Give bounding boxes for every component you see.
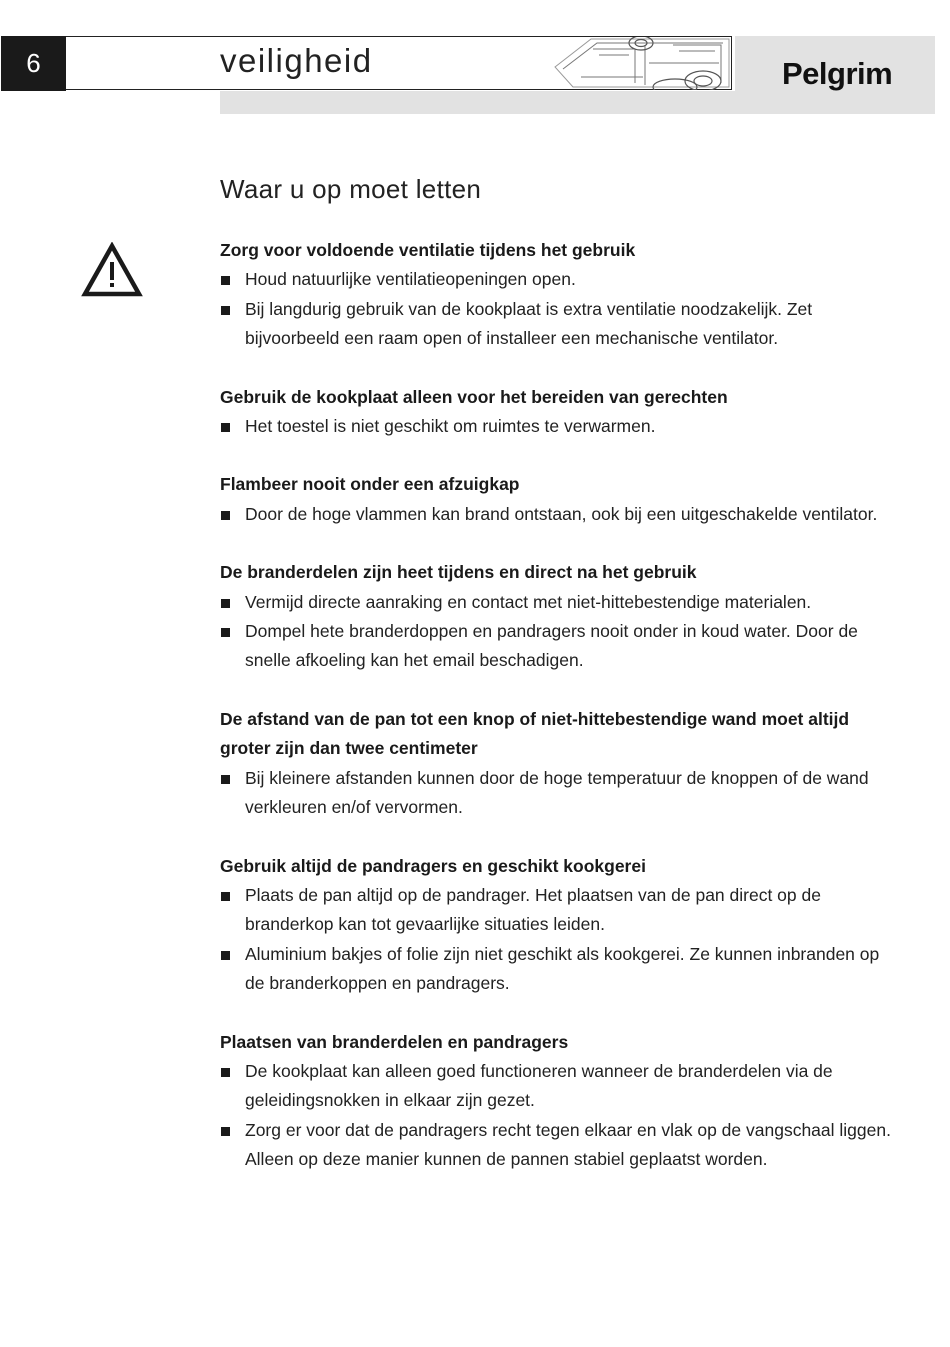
section-title-hot-parts: De branderdelen zijn heet tijdens en direct na het gebruik [220,562,697,583]
section-flambe [220,470,900,529]
section-pan-supports [220,852,900,999]
bullet-list [220,1057,900,1175]
section-placing-parts [220,1028,900,1175]
page-heading: Waar u op moet letten [220,174,482,204]
bullet-list [220,500,900,529]
list-item: Het toestel is niet geschikt om ruimtes te verwarmen. [220,412,900,441]
list-item: Vermijd directe aanraking en contact met niet-hittebestendige materialen. [220,588,900,617]
bullet-list [220,764,900,823]
list-item: Zorg er voor dat de pandragers recht tegen elkaar en vlak op de vangschaal liggen. Alleen op deze manier kunnen de pannen stabiel geplaatst worden. [220,1116,900,1175]
section-hot-parts [220,558,900,676]
section-title-placing-parts: Plaatsen van branderdelen en pandragers [220,1031,569,1052]
brand-logo: Pelgrim [782,56,893,91]
list-item: Bij langdurig gebruik van de kookplaat is extra ventilatie noodzakelijk. Zet bijvoorbeeld een raam open of installeer een mechanische ventilator. [220,295,900,354]
list-item: Bij kleinere afstanden kunnen door de hoge temperatuur de knoppen of de wand verkleuren en/of vervormen. [220,764,900,823]
hob-illustration [553,37,731,90]
section-distance [220,705,900,823]
section-cooking-only [220,383,900,442]
bullet-list [220,265,900,353]
section-title-ventilation: Zorg voor voldoende ventilatie tijdens het gebruik [220,240,636,260]
bullet-list [220,881,900,999]
list-item: Aluminium bakjes of folie zijn niet geschikt als kookgerei. Ze kunnen inbranden op de branderkoppen en pandragers. [220,940,900,999]
section-title: veiligheid [220,42,373,79]
section-title-pan-supports: Gebruik altijd de pandragers en geschikt kookgerei [220,855,646,876]
section-ventilation [220,236,900,354]
bullet-list [220,588,900,676]
list-item: De kookplaat kan alleen goed functioneren wanneer de branderdelen via de geleidingsnokken in elkaar zijn gezet. [220,1057,900,1116]
page-number: 6 [1,36,66,91]
section-title-distance: De afstand van de pan tot een knop of niet-hittebestendige wand moet altijd groter zijn dan twee centimeter [220,708,850,759]
section-title-cooking-only: Gebruik de kookplaat alleen voor het bereiden van gerechten [220,386,728,407]
list-item: Dompel hete branderdoppen en pandragers nooit onder in koud water. Door de snelle afkoeling kan het email beschadigen. [220,617,900,676]
section-title-flambe: Flambeer nooit onder een afzuigkap [220,474,520,495]
list-item: Plaats de pan altijd op de pandrager. Het plaatsen van de pan direct op de branderkop kan tot gevaarlijke situaties leiden. [220,881,900,940]
warning-triangle-icon [81,242,143,298]
list-item: Door de hoge vlammen kan brand ontstaan, ook bij een uitgeschakelde ventilator. [220,500,900,529]
safety-instructions [220,236,900,1204]
header-band [220,91,935,114]
list-item: Houd natuurlijke ventilatieopeningen open. [220,265,900,294]
bullet-list [220,412,900,441]
